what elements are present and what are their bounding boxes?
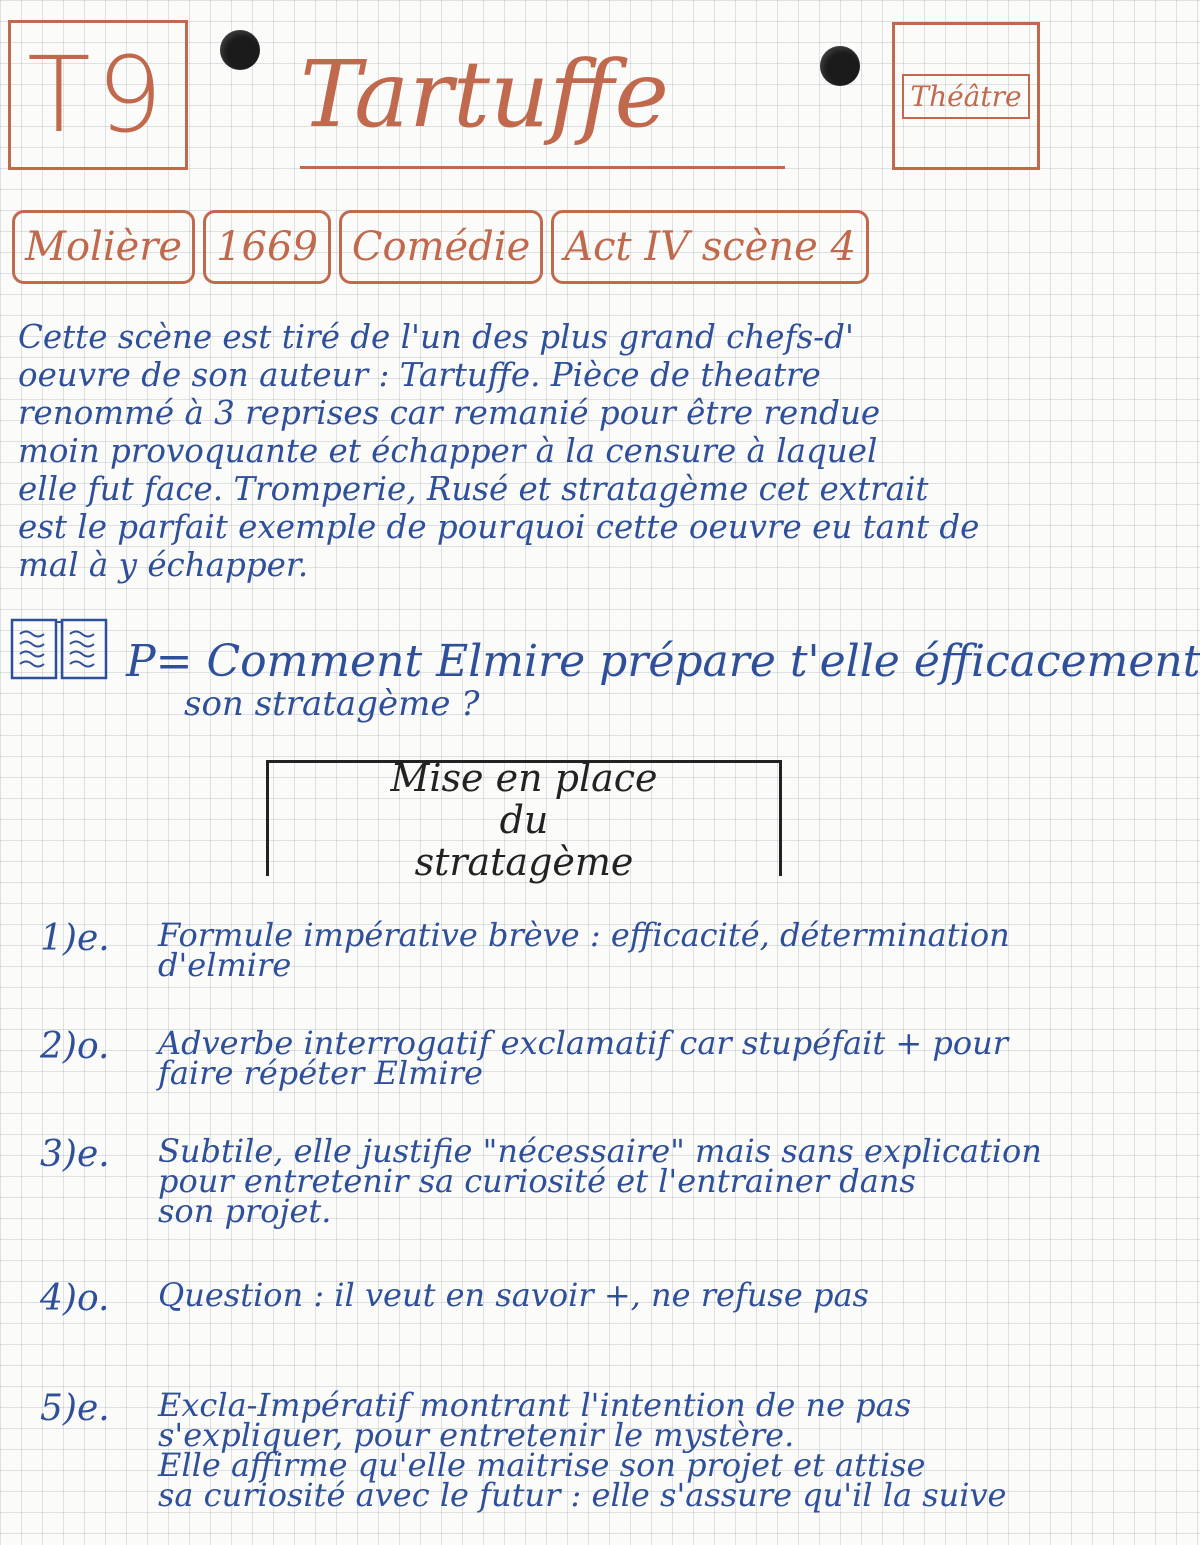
list-item — [40, 916, 1070, 984]
chapter-code-box — [8, 20, 188, 170]
item-number: 2)o. — [40, 1026, 110, 1067]
genre-box — [892, 22, 1040, 170]
chapter-code: T9 — [27, 34, 169, 156]
page-title: Tartuffe — [300, 41, 669, 148]
intro-line: renommé à 3 reprises car remanié pour être rendue — [18, 394, 881, 432]
item-number: 3)e. — [40, 1134, 110, 1175]
intro-line: moin provoquante et échapper à la censure à laquel — [18, 432, 878, 470]
list-item — [40, 1386, 1070, 1514]
open-book-icon — [10, 616, 108, 682]
punch-hole-right — [820, 46, 860, 86]
title-underline — [300, 166, 785, 169]
item-text: Question : il veut en savoir +, ne refuse pas — [158, 1276, 869, 1314]
intro-paragraph — [18, 318, 1068, 584]
punch-hole-left — [220, 30, 260, 70]
problematique-question: P= Comment Elmire prépare t'elle éfficacement — [126, 636, 1200, 687]
intro-line: elle fut face. Tromperie, Rusé et stratagème cet extrait — [18, 470, 929, 508]
intro-line: oeuvre de son auteur : Tartuffe. Pièce de theatre — [18, 356, 821, 394]
item-text: Adverbe interrogatif exclamatif car stupéfait + pour faire répéter Elmire — [158, 1024, 1009, 1092]
tag-genre: Comédie — [339, 210, 543, 284]
intro-line: Cette scène est tiré de l'un des plus grand chefs-d' — [18, 318, 854, 356]
tag-row — [12, 210, 869, 284]
problematique — [126, 636, 1200, 724]
section-heading-box — [266, 755, 782, 884]
intro-line: mal à y échapper. — [18, 546, 309, 584]
problematique-question-end: son stratagème ? — [184, 684, 480, 724]
tag-act-scene: Act IV scène 4 — [551, 210, 869, 284]
item-text: Formule impérative brève : efficacité, détermination d'elmire — [158, 916, 1010, 984]
item-text: Subtile, elle justifie "nécessaire" mais sans explication pour entretenir sa curiosité et l'entrainer dans son projet. — [158, 1132, 1042, 1230]
item-number: 4)o. — [40, 1278, 110, 1319]
item-number: 5)e. — [40, 1388, 110, 1429]
genre-label: Théâtre — [902, 74, 1029, 119]
list-item — [40, 1024, 1070, 1092]
tag-year: 1669 — [203, 210, 331, 284]
list-item — [40, 1276, 1070, 1319]
section-heading: Mise en place du stratagème — [390, 755, 658, 884]
item-text: Excla-Impératif montrant l'intention de ne pas s'expliquer, pour entretenir le mystère. Elle affirme qu'elle maitrise son projet et attise sa curiosité avec le futur : elle s'assure qu'il la suive — [158, 1386, 1007, 1514]
intro-line: est le parfait exemple de pourquoi cette oeuvre eu tant de — [18, 508, 980, 546]
tag-author: Molière — [12, 210, 195, 284]
item-number: 1)e. — [40, 918, 110, 959]
list-item — [40, 1132, 1070, 1230]
